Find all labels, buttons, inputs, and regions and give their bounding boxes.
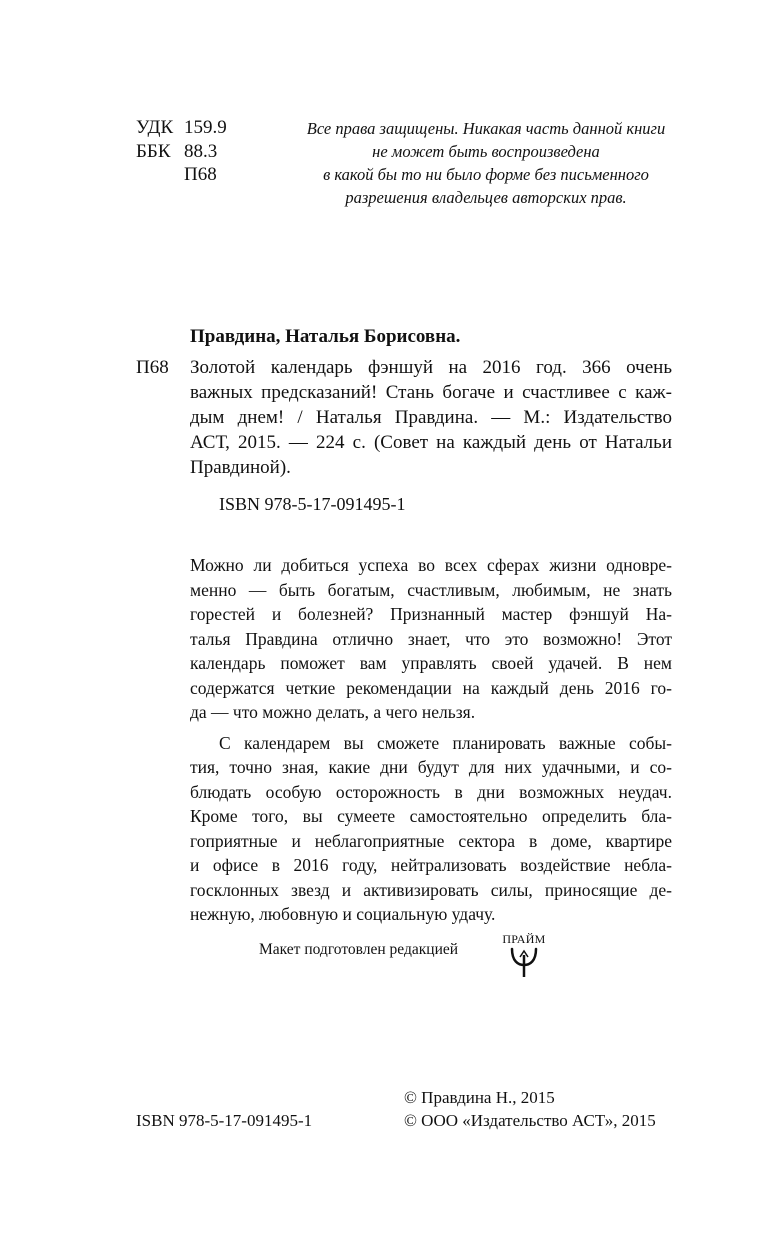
bbk-key: ББК (136, 140, 171, 162)
annotation-line: Кроме того, вы сумеете самостоятельно определить бла- (190, 806, 672, 826)
annotation-line: да — что можно делать, а чего нельзя. (190, 702, 476, 722)
trident-icon (498, 947, 550, 979)
author-mark-key (136, 163, 184, 187)
rights-line: не может быть воспроизведена (372, 142, 600, 161)
annotation-line: тия, точно зная, какие дни будут для них удачными, и со- (190, 757, 672, 777)
udk-row (136, 116, 227, 140)
description-line: важных предсказаний! Стань богаче и счастливее с каж- (190, 382, 672, 403)
annotation-line: горестей и болезней? Признанный мастер фэншуй На- (190, 604, 672, 624)
description-line: Правдиной). (190, 457, 291, 478)
bbk-row (136, 140, 227, 164)
praim-logo-text: ПРАЙМ (502, 932, 546, 946)
annotation-line: менно — быть богатым, счастливым, любимым, не знать (190, 579, 672, 600)
udk-value: 159.9 (184, 117, 227, 138)
annotation-line: С календарем вы сможете планировать важные собы- (219, 732, 672, 753)
copyright-line: © Правдина Н., 2015 (404, 1088, 555, 1107)
annotation-line: календарь поможет вам управлять своей удачей. В нем (190, 653, 672, 673)
maket-credit: Макет подготовлен редакцией (259, 941, 459, 958)
annotation (190, 553, 672, 927)
annotation-line: содержатся четкие рекомендации на каждый день 2016 го- (190, 677, 672, 698)
annotation-line: и офисе в 2016 году, нейтрализовать воздействие небла- (190, 855, 672, 875)
description-line: АСТ, 2015. — 224 с. (Совет на каждый день от Натальи (190, 432, 672, 453)
author-heading: Правдина, Наталья Борисовна. (190, 326, 461, 347)
rights-line: в какой бы то ни было форме без письменного (323, 165, 649, 184)
annotation-line: гоприятные и неблагоприятные сектора в доме, квартире (190, 830, 672, 851)
author-code: П68 (136, 357, 169, 378)
annotation-line: нежную, любовную и социальную удачу. (190, 904, 496, 924)
author-mark-row (136, 163, 227, 187)
description-line: Золотой календарь фэншуй на 2016 год. 366 очень (190, 357, 672, 378)
classification-codes (136, 116, 227, 187)
annotation-line: госклонных звезд и активизировать силы, приносящие де- (190, 879, 672, 900)
isbn-bottom: ISBN 978-5-17-091495-1 (136, 1111, 313, 1130)
isbn-main: ISBN 978-5-17-091495-1 (219, 494, 406, 514)
copyright-line: © ООО «Издательство АСТ», 2015 (404, 1110, 656, 1130)
udk-key: УДК (136, 117, 174, 138)
rights-notice (268, 117, 704, 209)
bibliographic-description (190, 355, 672, 480)
praim-logo (498, 932, 550, 978)
rights-line: Все права защищены. Никакая часть данной книги (306, 119, 666, 138)
bbk-value: 88.3 (184, 140, 218, 162)
rights-line: разрешения владельцев авторских прав. (345, 188, 627, 207)
annotation-line: Можно ли добиться успеха во всех сферах жизни одновре- (190, 555, 672, 575)
annotation-line: блюдать особую осторожность в дни возможных неудач. (190, 781, 672, 802)
annotation-line: талья Правдина отлично знает, что это возможно! Этот (190, 628, 672, 649)
copyright-block (404, 1087, 656, 1132)
author-mark-value: П68 (184, 164, 217, 185)
description-line: дым днем! / Наталья Правдина. — М.: Издательство (190, 407, 672, 428)
